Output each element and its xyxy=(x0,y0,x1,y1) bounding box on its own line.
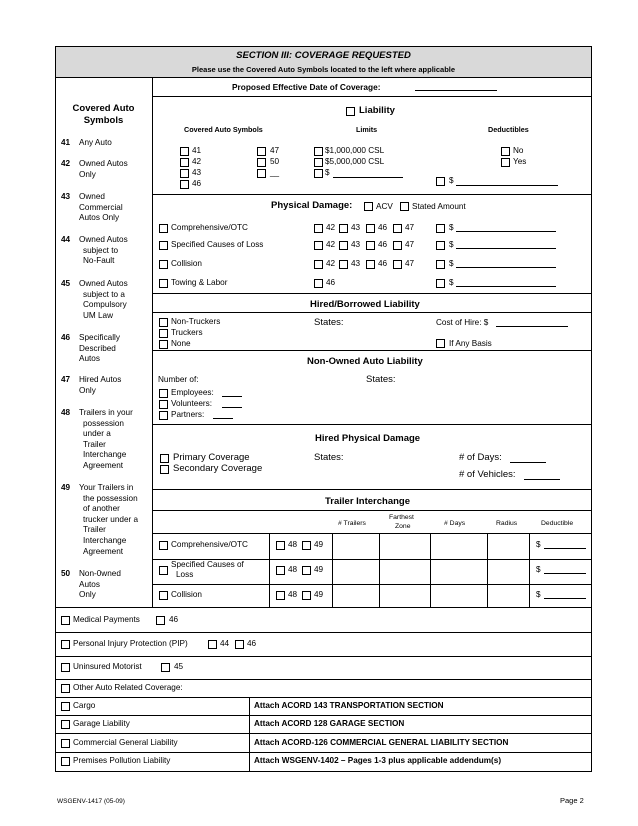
symbol-43-checkbox[interactable] xyxy=(180,169,189,178)
rule xyxy=(55,632,592,633)
trailer-code-label: 49 xyxy=(314,565,324,574)
pd-amount-checkbox[interactable] xyxy=(436,279,445,288)
form-id: WSGENV-1417 (05-09) xyxy=(57,798,125,805)
effective-date-label: Proposed Effective Date of Coverage: xyxy=(232,82,381,92)
pd-code-checkbox[interactable] xyxy=(339,260,348,269)
pd-row-checkbox[interactable] xyxy=(159,260,168,269)
pd-row-label: Specified Causes of Loss xyxy=(171,240,264,249)
rule xyxy=(487,533,488,607)
limit-label: $1,000,000 CSL xyxy=(325,146,385,155)
pd-code-checkbox[interactable] xyxy=(366,224,375,233)
pd-amount-field[interactable] xyxy=(456,231,556,232)
coverage-row-checkbox[interactable] xyxy=(61,757,70,766)
acv-checkbox[interactable] xyxy=(364,202,373,211)
pd-code-checkbox[interactable] xyxy=(393,224,402,233)
pd-row-checkbox[interactable] xyxy=(159,241,168,250)
pd-row-label: Towing & Labor xyxy=(171,278,228,287)
symbol-description: Only xyxy=(79,590,96,600)
pd-code-label: 43 xyxy=(351,240,361,249)
symbol-42-checkbox[interactable] xyxy=(180,158,189,167)
symbol-number: 46 xyxy=(61,333,71,342)
rule xyxy=(152,510,592,511)
symbol-description: Autos xyxy=(79,354,100,364)
symbols-title-2: Symbols xyxy=(83,115,124,126)
pd-code-checkbox[interactable] xyxy=(339,224,348,233)
pd-row-checkbox[interactable] xyxy=(159,279,168,288)
trailer-deductible-field[interactable] xyxy=(544,548,586,549)
rule xyxy=(55,656,592,657)
limit-checkbox[interactable] xyxy=(314,169,323,178)
coverage-row-label: Garage Liability xyxy=(73,719,130,728)
symbol-description: Specifically xyxy=(79,333,120,342)
trailer-code-label: 48 xyxy=(288,590,298,599)
symbol-description: the possession xyxy=(83,493,138,503)
symbol-description: Agreement xyxy=(83,461,124,470)
pd-amount-checkbox[interactable] xyxy=(436,241,445,250)
trailer-row-label: Collision xyxy=(171,590,202,599)
trailer-dollar-label: $ xyxy=(536,590,541,599)
pd-code-checkbox[interactable] xyxy=(314,224,323,233)
trailer-col-header: Radius xyxy=(496,520,518,527)
hired-states: States: xyxy=(314,317,344,328)
deductible-other-label: $ xyxy=(449,176,454,185)
liability-symbol-label: 42 xyxy=(192,157,202,166)
page-number: Page 2 xyxy=(560,796,584,805)
symbol-description: subject to a xyxy=(83,289,125,299)
primary-coverage-label: Primary Coverage xyxy=(173,452,250,463)
trailer-col-header: Zone xyxy=(395,523,411,530)
um-code-label: 45 xyxy=(174,662,184,671)
coverage-row-attach: Attach ACORD-126 COMMERCIAL GENERAL LIABILITY SECTION xyxy=(254,738,509,747)
coverage-row-attach: Attach ACORD 128 GARAGE SECTION xyxy=(254,719,405,728)
trailer-row-label: Specified Causes of xyxy=(171,560,244,569)
coverage-row-attach: Attach WSGENV-1402 – Pages 1-3 plus applicable addendum(s) xyxy=(254,756,502,765)
limit-label: $5,000,000 CSL xyxy=(325,157,385,166)
symbol-description: under a xyxy=(83,429,111,439)
hired-option-label: Non-Truckers xyxy=(171,317,221,326)
limit-other-field[interactable] xyxy=(333,177,403,178)
symbol-description: Interchange xyxy=(83,450,127,460)
symbol-description: Interchange xyxy=(83,536,127,545)
symbol-description: Commercial xyxy=(79,202,123,212)
section-title: SECTION III: COVERAGE REQUESTED xyxy=(236,50,411,61)
limit-checkbox[interactable] xyxy=(314,158,323,167)
rule xyxy=(55,733,592,734)
nonowned-label: Employees: xyxy=(171,388,214,397)
symbol-description: UM Law xyxy=(83,310,114,320)
pd-code-checkbox[interactable] xyxy=(314,241,323,250)
pd-amount-field[interactable] xyxy=(456,286,556,287)
symbol-description: of another xyxy=(83,504,120,514)
coverage-row-checkbox[interactable] xyxy=(61,702,70,711)
rule xyxy=(332,533,333,607)
pip-code-label: 44 xyxy=(220,639,230,648)
nonowned-checkbox[interactable] xyxy=(159,411,168,420)
coverage-row-checkbox[interactable] xyxy=(61,720,70,729)
hpd-states: States: xyxy=(314,452,344,463)
symbol-description: Autos Only xyxy=(79,213,120,223)
nonowned-count-field[interactable] xyxy=(222,407,242,408)
pd-code-checkbox[interactable] xyxy=(393,241,402,250)
symbol-number: 41 xyxy=(61,138,71,147)
pd-dollar-label: $ xyxy=(449,278,454,287)
trailer-49-checkbox[interactable] xyxy=(302,541,311,550)
coverage-row-label: Cargo xyxy=(73,701,96,710)
trailer-code-label: 48 xyxy=(288,565,298,574)
um-45-checkbox[interactable] xyxy=(161,663,170,672)
pd-code-checkbox[interactable] xyxy=(393,260,402,269)
symbol-description: Only xyxy=(79,385,96,395)
rule xyxy=(529,533,530,607)
rule xyxy=(55,752,592,753)
pd-row-checkbox[interactable] xyxy=(159,224,168,233)
rule xyxy=(55,715,592,716)
symbol-description: Only xyxy=(79,169,96,179)
pd-code-checkbox[interactable] xyxy=(366,241,375,250)
pip-44-checkbox[interactable] xyxy=(208,640,217,649)
symbol-description: Non-0wned xyxy=(79,569,121,578)
liability-symbol-label: 50 xyxy=(270,157,280,166)
any-basis-label: If Any Basis xyxy=(449,339,492,348)
pd-code-label: 43 xyxy=(351,259,361,268)
section-subtitle: Please use the Covered Auto Symbols located to the left where applicable xyxy=(191,65,456,74)
pip-label: Personal Injury Protection (PIP) xyxy=(73,639,188,648)
liability-symbol-label: 43 xyxy=(192,168,202,177)
trailer-dollar-label: $ xyxy=(536,565,541,574)
trailer-col-header: # Trailers xyxy=(338,520,366,527)
pd-code-checkbox[interactable] xyxy=(366,260,375,269)
symbol-description: trucker under a xyxy=(83,514,139,524)
stated-amount-label: Stated Amount xyxy=(412,202,466,211)
trailer-col-header: Farthest xyxy=(389,514,414,521)
symbol-number: 50 xyxy=(61,569,71,578)
symbol-b-checkbox[interactable] xyxy=(257,158,266,167)
symbol-description: Owned Autos xyxy=(79,159,128,168)
pip-code-label: 46 xyxy=(247,639,257,648)
um-label: Uninsured Motorist xyxy=(73,662,142,671)
pd-amount-field[interactable] xyxy=(456,267,556,268)
symbol-description: Any Auto xyxy=(79,138,112,147)
trailer-deductible-field[interactable] xyxy=(544,598,586,599)
symbol-description: Your Trailers in xyxy=(79,483,134,492)
pd-row-label: Collision xyxy=(171,259,202,268)
pd-amount-checkbox[interactable] xyxy=(436,260,445,269)
cost-of-hire-label: Cost of Hire: $ xyxy=(436,318,489,327)
nonowned-states: States: xyxy=(366,374,396,385)
nonowned-count-field[interactable] xyxy=(222,396,242,397)
days-field[interactable] xyxy=(510,462,546,463)
symbol-description: Owned Autos xyxy=(79,235,128,244)
symbol-number: 49 xyxy=(61,483,71,492)
deductible-other-field[interactable] xyxy=(456,185,558,186)
trailer-48-checkbox[interactable] xyxy=(276,566,285,575)
pd-row-label: Comprehensive/OTC xyxy=(171,223,248,232)
any-basis-checkbox[interactable] xyxy=(436,339,445,348)
secondary-coverage-checkbox[interactable] xyxy=(160,465,169,474)
other-coverage-checkbox[interactable] xyxy=(61,684,70,693)
nonowned-checkbox[interactable] xyxy=(159,400,168,409)
hired-option-label: None xyxy=(171,339,191,348)
symbol-description: No-Fault xyxy=(83,256,115,266)
trailer-col-header: # Days xyxy=(444,520,466,527)
trailer-row-checkbox[interactable] xyxy=(159,541,168,550)
trailer-49-checkbox[interactable] xyxy=(302,591,311,600)
hpd-title: Hired Physical Damage xyxy=(315,433,421,444)
trailer-49-checkbox[interactable] xyxy=(302,566,311,575)
medical-code-label: 46 xyxy=(169,615,179,624)
symbol-number: 42 xyxy=(61,159,71,168)
trailer-col-header: Deductible xyxy=(541,520,574,527)
pd-code-label: 42 xyxy=(326,223,336,232)
trailer-row-checkbox[interactable] xyxy=(159,591,168,600)
pd-code-label: 47 xyxy=(405,223,415,232)
coverage-row-label: Commercial General Liability xyxy=(73,738,178,747)
symbol-description: Trailer xyxy=(83,525,106,535)
nonowned-count-field[interactable] xyxy=(213,418,233,419)
trailer-dollar-label: $ xyxy=(536,540,541,549)
stated-amount-checkbox[interactable] xyxy=(400,202,409,211)
limit-label: $ xyxy=(325,168,330,177)
effective-date-field[interactable] xyxy=(415,90,497,91)
symbol-41-checkbox[interactable] xyxy=(180,147,189,156)
vehicles-label: # of Vehicles: xyxy=(459,469,516,480)
um-checkbox[interactable] xyxy=(61,663,70,672)
symbol-description: Trailers in your xyxy=(79,408,133,417)
deductible-checkbox[interactable] xyxy=(501,158,510,167)
pd-amount-checkbox[interactable] xyxy=(436,224,445,233)
liability-symbol-label: 46 xyxy=(192,179,202,188)
symbol-number: 47 xyxy=(61,375,71,384)
pd-code-label: 47 xyxy=(405,240,415,249)
medical-46-checkbox[interactable] xyxy=(156,616,165,625)
trailer-code-label: 48 xyxy=(288,540,298,549)
trailer-title: Trailer Interchange xyxy=(325,496,411,507)
number-of-label: Number of: xyxy=(158,375,199,384)
trailer-code-label: 49 xyxy=(314,540,324,549)
vehicles-field[interactable] xyxy=(524,479,560,480)
pd-code-checkbox[interactable] xyxy=(314,279,323,288)
trailer-code-label: 49 xyxy=(314,590,324,599)
rule xyxy=(55,697,592,698)
pd-dollar-label: $ xyxy=(449,240,454,249)
limit-checkbox[interactable] xyxy=(314,147,323,156)
deductible-label: Yes xyxy=(513,157,527,166)
liability-col-symbols: Covered Auto Symbols xyxy=(184,125,263,134)
coverage-row-attach: Attach ACORD 143 TRANSPORTATION SECTION xyxy=(254,701,444,710)
pd-code-label: 42 xyxy=(326,240,336,249)
liability-symbol-label: 41 xyxy=(192,146,202,155)
symbol-description: subject to xyxy=(83,245,119,255)
symbol-46-checkbox[interactable] xyxy=(180,180,189,189)
symbol-number: 44 xyxy=(61,235,71,244)
pip-checkbox[interactable] xyxy=(61,640,70,649)
deductible-label: No xyxy=(513,146,524,155)
symbol-number: 43 xyxy=(61,192,71,201)
hired-option-checkbox[interactable] xyxy=(159,318,168,327)
trailer-48-checkbox[interactable] xyxy=(276,591,285,600)
rule xyxy=(249,697,250,772)
symbols-title: Covered Auto xyxy=(72,103,135,114)
pd-code-label: 46 xyxy=(378,223,388,232)
pd-code-label: 46 xyxy=(378,259,388,268)
trailer-row-checkbox[interactable] xyxy=(159,566,168,575)
trailer-48-checkbox[interactable] xyxy=(276,541,285,550)
symbol-description: Agreement xyxy=(83,546,124,556)
pd-dollar-label: $ xyxy=(449,259,454,268)
hired-option-checkbox[interactable] xyxy=(159,329,168,338)
pd-dollar-label: $ xyxy=(449,223,454,232)
nonowned-label: Partners: xyxy=(171,410,205,419)
pd-code-label: 42 xyxy=(326,259,336,268)
nonowned-checkbox[interactable] xyxy=(159,389,168,398)
symbol-description: Trailer xyxy=(83,439,106,449)
coverage-row-label: Premises Pollution Liability xyxy=(73,756,171,765)
coverage-row-checkbox[interactable] xyxy=(61,739,70,748)
acv-label: ACV xyxy=(376,202,393,211)
pd-code-label: 46 xyxy=(378,240,388,249)
trailer-row-label: Loss xyxy=(176,570,194,579)
days-label: # of Days: xyxy=(459,452,502,463)
medical-payments-label: Medical Payments xyxy=(73,615,140,624)
hired-title: Hired/Borrowed Liability xyxy=(310,299,420,310)
liability-col-deductibles: Deductibles xyxy=(488,125,529,134)
rule xyxy=(379,533,380,607)
rule xyxy=(430,533,431,607)
nonowned-title: Non-Owned Auto Liability xyxy=(307,356,423,367)
liability-title: Liability xyxy=(359,105,395,116)
pd-code-checkbox[interactable] xyxy=(339,241,348,250)
liability-symbol-label: 47 xyxy=(270,146,280,155)
symbol-description: Autos xyxy=(79,579,100,589)
symbol-description: Compulsory xyxy=(83,300,127,310)
symbol-description: possession xyxy=(83,418,124,428)
primary-coverage-checkbox[interactable] xyxy=(160,454,169,463)
rule xyxy=(152,584,592,585)
pip-46-checkbox[interactable] xyxy=(235,640,244,649)
symbol-description: Owned Autos xyxy=(79,279,128,288)
medical-payments-checkbox[interactable] xyxy=(61,616,70,625)
liability-symbol-label: __ xyxy=(270,168,280,177)
pd-amount-field[interactable] xyxy=(456,248,556,249)
deductible-other-checkbox[interactable] xyxy=(436,177,445,186)
pd-code-label: 47 xyxy=(405,259,415,268)
symbol-number: 48 xyxy=(61,408,71,417)
physical-damage-title: Physical Damage: xyxy=(271,200,353,211)
pd-code-checkbox[interactable] xyxy=(314,260,323,269)
liability-checkbox[interactable] xyxy=(346,107,355,116)
liability-col-limits: Limits xyxy=(356,125,378,134)
nonowned-label: Volunteers: xyxy=(171,399,212,408)
rule xyxy=(152,533,592,534)
symbol-description: Described xyxy=(79,343,116,353)
trailer-row-label: Comprehensive/OTC xyxy=(171,540,248,549)
symbol-description: Hired Autos xyxy=(79,375,122,384)
cost-of-hire-field[interactable] xyxy=(496,326,568,327)
other-coverage-label: Other Auto Related Coverage: xyxy=(73,683,183,692)
hired-option-label: Truckers xyxy=(171,328,203,337)
symbol-number: 45 xyxy=(61,279,71,288)
rule xyxy=(269,533,270,607)
symbol-b-checkbox[interactable] xyxy=(257,147,266,156)
deductible-checkbox[interactable] xyxy=(501,147,510,156)
pd-code-label: 43 xyxy=(351,223,361,232)
symbol-b-checkbox[interactable] xyxy=(257,169,266,178)
symbol-description: Owned xyxy=(79,192,105,201)
pd-code-label: 46 xyxy=(326,278,336,287)
hired-option-checkbox[interactable] xyxy=(159,340,168,349)
trailer-deductible-field[interactable] xyxy=(544,573,586,574)
rule xyxy=(55,679,592,680)
secondary-coverage-label: Secondary Coverage xyxy=(173,463,263,474)
